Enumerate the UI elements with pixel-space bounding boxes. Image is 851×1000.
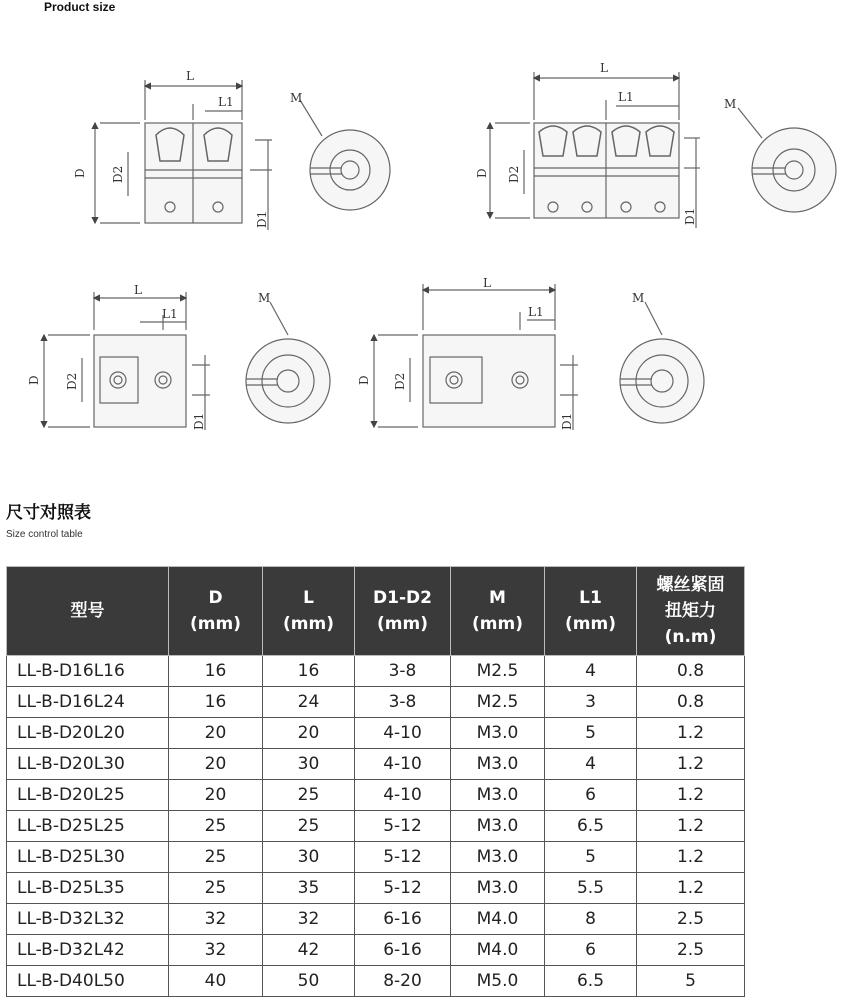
value-cell: 2.5 — [637, 904, 745, 935]
model-cell: LL-B-D40L50 — [7, 966, 169, 997]
value-cell: 4-10 — [355, 749, 451, 780]
value-cell: M3.0 — [451, 749, 545, 780]
column-header-line2: 扭矩力 — [665, 601, 716, 621]
value-cell: 5 — [545, 718, 637, 749]
technical-drawings — [0, 0, 851, 480]
value-cell: 0.8 — [637, 687, 745, 718]
value-cell: 3-8 — [355, 656, 451, 687]
value-cell: 20 — [169, 780, 263, 811]
value-cell: 8 — [545, 904, 637, 935]
model-cell: LL-B-D32L42 — [7, 935, 169, 966]
table-row — [7, 842, 745, 873]
value-cell: 16 — [263, 656, 355, 687]
column-header — [7, 567, 169, 656]
drawing-coupling-end-4 — [620, 302, 704, 423]
value-cell: 3-8 — [355, 687, 451, 718]
drawing-coupling-side-2 — [490, 72, 700, 228]
column-header — [169, 567, 263, 656]
column-header-line1: D1-D2 — [373, 588, 432, 608]
value-cell: 1.2 — [637, 842, 745, 873]
column-header — [451, 567, 545, 656]
value-cell: 5-12 — [355, 873, 451, 904]
table-row — [7, 780, 745, 811]
drawing-coupling-side-4 — [374, 284, 578, 430]
value-cell: 3 — [545, 687, 637, 718]
table-header-row — [7, 567, 745, 656]
table-row — [7, 935, 745, 966]
value-cell: 30 — [263, 749, 355, 780]
value-cell: 16 — [169, 687, 263, 718]
drawing2-D2-label: D2 — [507, 165, 521, 183]
table-row — [7, 718, 745, 749]
table-body — [7, 656, 745, 997]
drawing2-D-label: D — [475, 168, 489, 178]
value-cell: 25 — [263, 780, 355, 811]
table-row — [7, 966, 745, 997]
model-cell: LL-B-D25L35 — [7, 873, 169, 904]
value-cell: 42 — [263, 935, 355, 966]
column-header-line2: (mm) — [283, 614, 334, 634]
table-row — [7, 904, 745, 935]
drawing1-M-label: M — [290, 91, 303, 105]
value-cell: 6 — [545, 780, 637, 811]
column-header-line1: D — [208, 588, 223, 608]
value-cell: M4.0 — [451, 904, 545, 935]
drawing3-L-label: L — [134, 283, 142, 297]
drawing-coupling-end-3 — [246, 302, 330, 423]
drawing-coupling-end-2 — [738, 108, 836, 212]
value-cell: 16 — [169, 656, 263, 687]
value-cell: 30 — [263, 842, 355, 873]
drawing3-D2-label: D2 — [65, 372, 79, 390]
value-cell: 2.5 — [637, 935, 745, 966]
column-header — [545, 567, 637, 656]
drawing-coupling-side-3 — [44, 292, 210, 430]
table-title-english: Size control table — [6, 529, 83, 540]
value-cell: 0.8 — [637, 656, 745, 687]
model-cell: LL-B-D32L32 — [7, 904, 169, 935]
value-cell: 5 — [545, 842, 637, 873]
drawing1-D1-label: D1 — [255, 210, 269, 228]
model-cell: LL-B-D16L24 — [7, 687, 169, 718]
model-cell: LL-B-D20L30 — [7, 749, 169, 780]
column-header-line1: 型号 — [70, 601, 105, 621]
value-cell: 5-12 — [355, 842, 451, 873]
value-cell: 20 — [169, 749, 263, 780]
value-cell: 20 — [169, 718, 263, 749]
column-header — [637, 567, 745, 656]
column-header-line1: L1 — [579, 588, 602, 608]
drawing3-D-label: D — [27, 375, 41, 385]
drawing4-L1-label: L1 — [528, 305, 544, 319]
drawing4-M-label: M — [632, 291, 645, 305]
value-cell: 25 — [263, 811, 355, 842]
value-cell: 32 — [263, 904, 355, 935]
value-cell: 1.2 — [637, 718, 745, 749]
value-cell: M5.0 — [451, 966, 545, 997]
value-cell: 25 — [169, 842, 263, 873]
value-cell: 6 — [545, 935, 637, 966]
table-row — [7, 811, 745, 842]
column-header-line1: M — [489, 588, 506, 608]
model-cell: LL-B-D25L25 — [7, 811, 169, 842]
model-cell: LL-B-D25L30 — [7, 842, 169, 873]
value-cell: 25 — [169, 811, 263, 842]
value-cell: 6.5 — [545, 811, 637, 842]
value-cell: M2.5 — [451, 656, 545, 687]
value-cell: 50 — [263, 966, 355, 997]
drawing3-D1-label: D1 — [192, 412, 206, 430]
column-header-line2: (mm) — [472, 614, 523, 634]
column-header-line2: (mm) — [377, 614, 428, 634]
model-cell: LL-B-D20L25 — [7, 780, 169, 811]
drawing2-L1-label: L1 — [618, 90, 634, 104]
value-cell: M3.0 — [451, 780, 545, 811]
model-cell: LL-B-D16L16 — [7, 656, 169, 687]
drawing1-D-label: D — [73, 168, 87, 178]
value-cell: 6-16 — [355, 904, 451, 935]
drawing4-L-label: L — [483, 276, 491, 290]
size-control-table — [6, 566, 745, 997]
value-cell: 24 — [263, 687, 355, 718]
table-row — [7, 687, 745, 718]
column-header-line1: L — [303, 588, 314, 608]
product-size-label: Product size — [44, 0, 116, 14]
value-cell: 20 — [263, 718, 355, 749]
table-row — [7, 749, 745, 780]
value-cell: 4 — [545, 656, 637, 687]
value-cell: 1.2 — [637, 811, 745, 842]
value-cell: M4.0 — [451, 935, 545, 966]
value-cell: 6.5 — [545, 966, 637, 997]
value-cell: M3.0 — [451, 811, 545, 842]
drawing3-L1-label: L1 — [162, 307, 178, 321]
drawing3-M-label: M — [258, 291, 271, 305]
drawing1-L-label: L — [186, 69, 194, 83]
value-cell: 8-20 — [355, 966, 451, 997]
value-cell: 1.2 — [637, 780, 745, 811]
value-cell: 32 — [169, 935, 263, 966]
column-header — [263, 567, 355, 656]
value-cell: 40 — [169, 966, 263, 997]
drawing4-D2-label: D2 — [393, 372, 407, 390]
drawing2-D1-label: D1 — [683, 207, 697, 225]
value-cell: 5-12 — [355, 811, 451, 842]
drawing4-D-label: D — [357, 375, 371, 385]
value-cell: 32 — [169, 904, 263, 935]
column-header-line1: 螺丝紧固 — [656, 575, 725, 595]
column-header-line2: (mm) — [565, 614, 616, 634]
value-cell: 25 — [169, 873, 263, 904]
drawing-coupling-side-1 — [95, 80, 272, 230]
value-cell: 5.5 — [545, 873, 637, 904]
value-cell: 1.2 — [637, 749, 745, 780]
drawing4-D1-label: D1 — [560, 412, 574, 430]
value-cell: 35 — [263, 873, 355, 904]
table-title-chinese: 尺寸对照表 — [6, 503, 91, 523]
drawing2-M-label: M — [724, 97, 737, 111]
value-cell: 4-10 — [355, 780, 451, 811]
table-row — [7, 656, 745, 687]
value-cell: M3.0 — [451, 718, 545, 749]
value-cell: 5 — [637, 966, 745, 997]
table-row — [7, 873, 745, 904]
model-cell: LL-B-D20L20 — [7, 718, 169, 749]
column-header-line3: (n.m) — [664, 627, 717, 647]
value-cell: 6-16 — [355, 935, 451, 966]
value-cell: 4 — [545, 749, 637, 780]
drawing2-L-label: L — [600, 61, 608, 75]
drawing1-D2-label: D2 — [111, 165, 125, 183]
value-cell: 4-10 — [355, 718, 451, 749]
column-header-line2: (mm) — [190, 614, 241, 634]
drawing1-L1-label: L1 — [218, 95, 234, 109]
value-cell: M2.5 — [451, 687, 545, 718]
value-cell: 1.2 — [637, 873, 745, 904]
column-header — [355, 567, 451, 656]
value-cell: M3.0 — [451, 873, 545, 904]
drawing-coupling-end-1 — [300, 100, 390, 210]
value-cell: M3.0 — [451, 842, 545, 873]
